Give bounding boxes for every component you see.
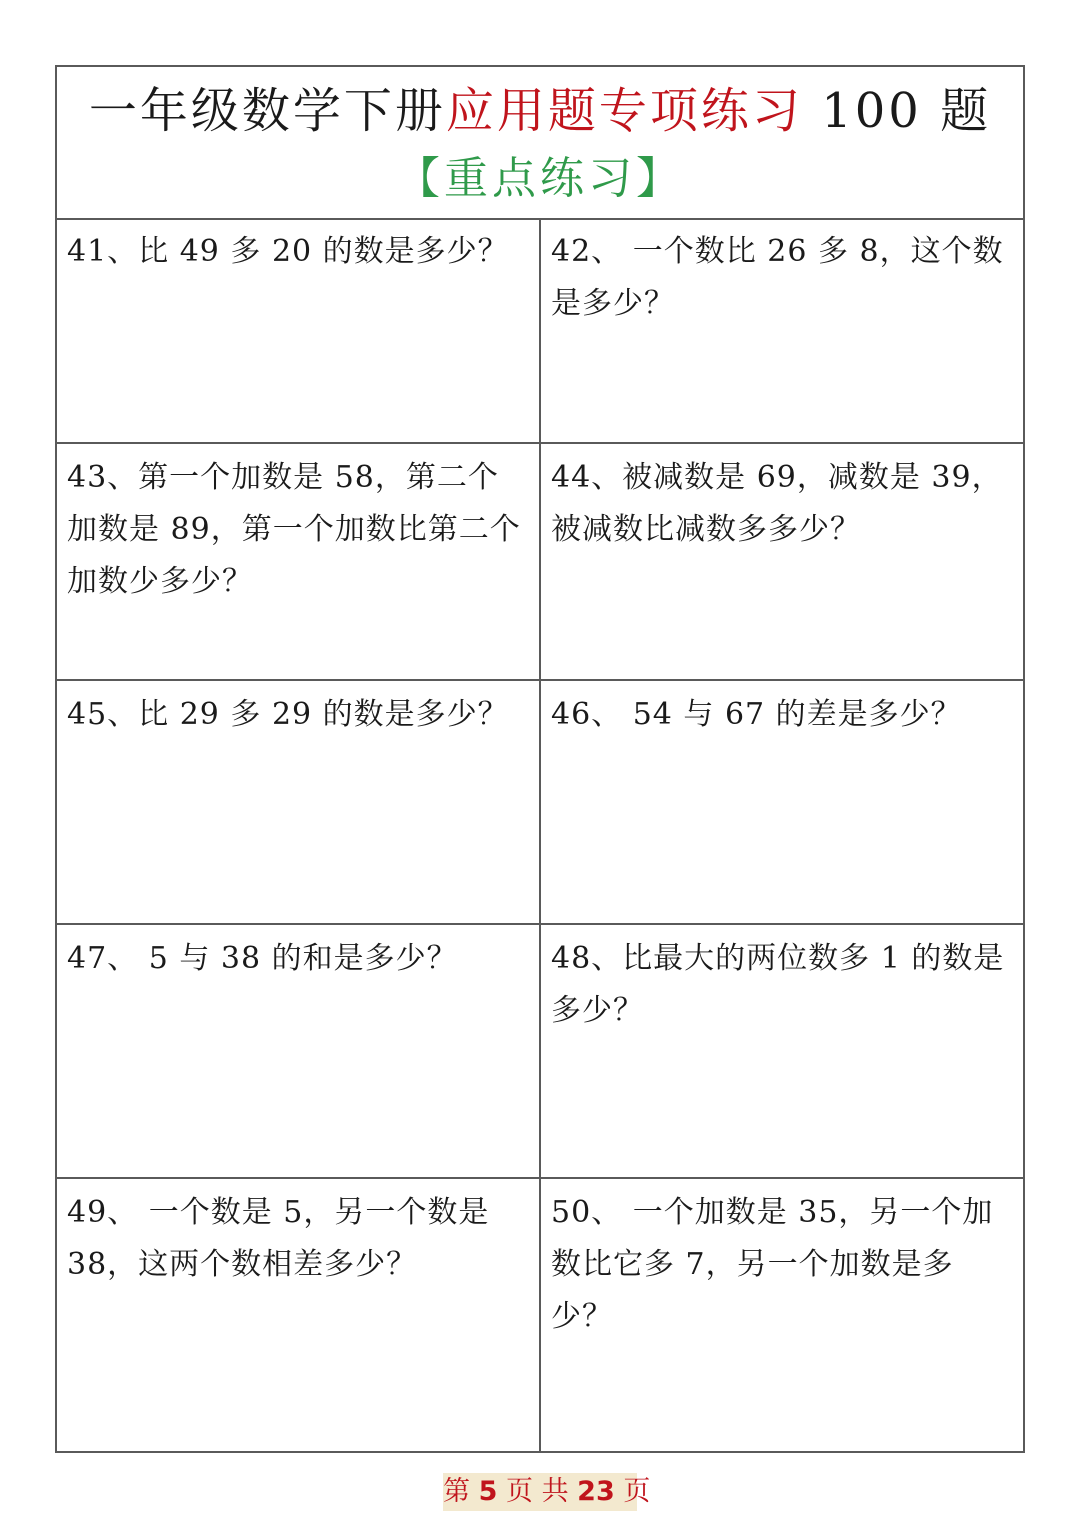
question-row: [57, 444, 1023, 681]
page-subtitle: 【重点练习】: [396, 153, 684, 204]
question-row: [57, 218, 1023, 444]
question-48: 48、比最大的两位数多 1 的数是多少？: [551, 941, 1005, 1028]
question-49: 49、 一个数是 5，另一个数是 38，这两个数相差多少？: [57, 1179, 541, 1451]
total-pages-number: 23: [577, 1476, 615, 1507]
title-topic-text: 应用题专项练习: [445, 83, 803, 139]
current-page-number: 5: [478, 1476, 498, 1507]
title-count: 100: [821, 83, 922, 139]
question-47: 47、 5 与 38 的和是多少？: [57, 925, 541, 1177]
title-grade-text: 一年级数学下册: [88, 83, 446, 139]
question-row: [57, 925, 1023, 1179]
page-prefix: 第: [443, 1476, 470, 1507]
worksheet-header: [57, 67, 1023, 220]
page-title: [57, 81, 1023, 141]
question-46: 46、 54 与 67 的差是多少？: [551, 697, 962, 732]
question-44: 44、被减数是 69，减数是 39，被减数比减数多多少？: [551, 460, 1003, 547]
question-41: 41、比 49 多 20 的数是多少？: [57, 218, 541, 442]
question-50: 50、 一个加数是 35，另一个加数比它多 7，另一个加数是多少？: [551, 1195, 994, 1334]
worksheet: [55, 65, 1025, 1453]
page-suffix: 页: [623, 1476, 651, 1507]
question-43: 43、第一个加数是 58，第二个加数是 89，第一个加数比第二个加数少多少？: [57, 444, 541, 679]
question-42: 42、 一个数比 26 多 8，这个数是多少？: [551, 234, 1004, 321]
question-row: [57, 681, 1023, 925]
page-indicator: [443, 1473, 651, 1511]
title-unit: 题: [940, 83, 992, 139]
question-row: [57, 1179, 1023, 1451]
page-middle: 页 共: [505, 1476, 569, 1507]
question-45: 45、比 29 多 29 的数是多少？: [57, 681, 541, 923]
